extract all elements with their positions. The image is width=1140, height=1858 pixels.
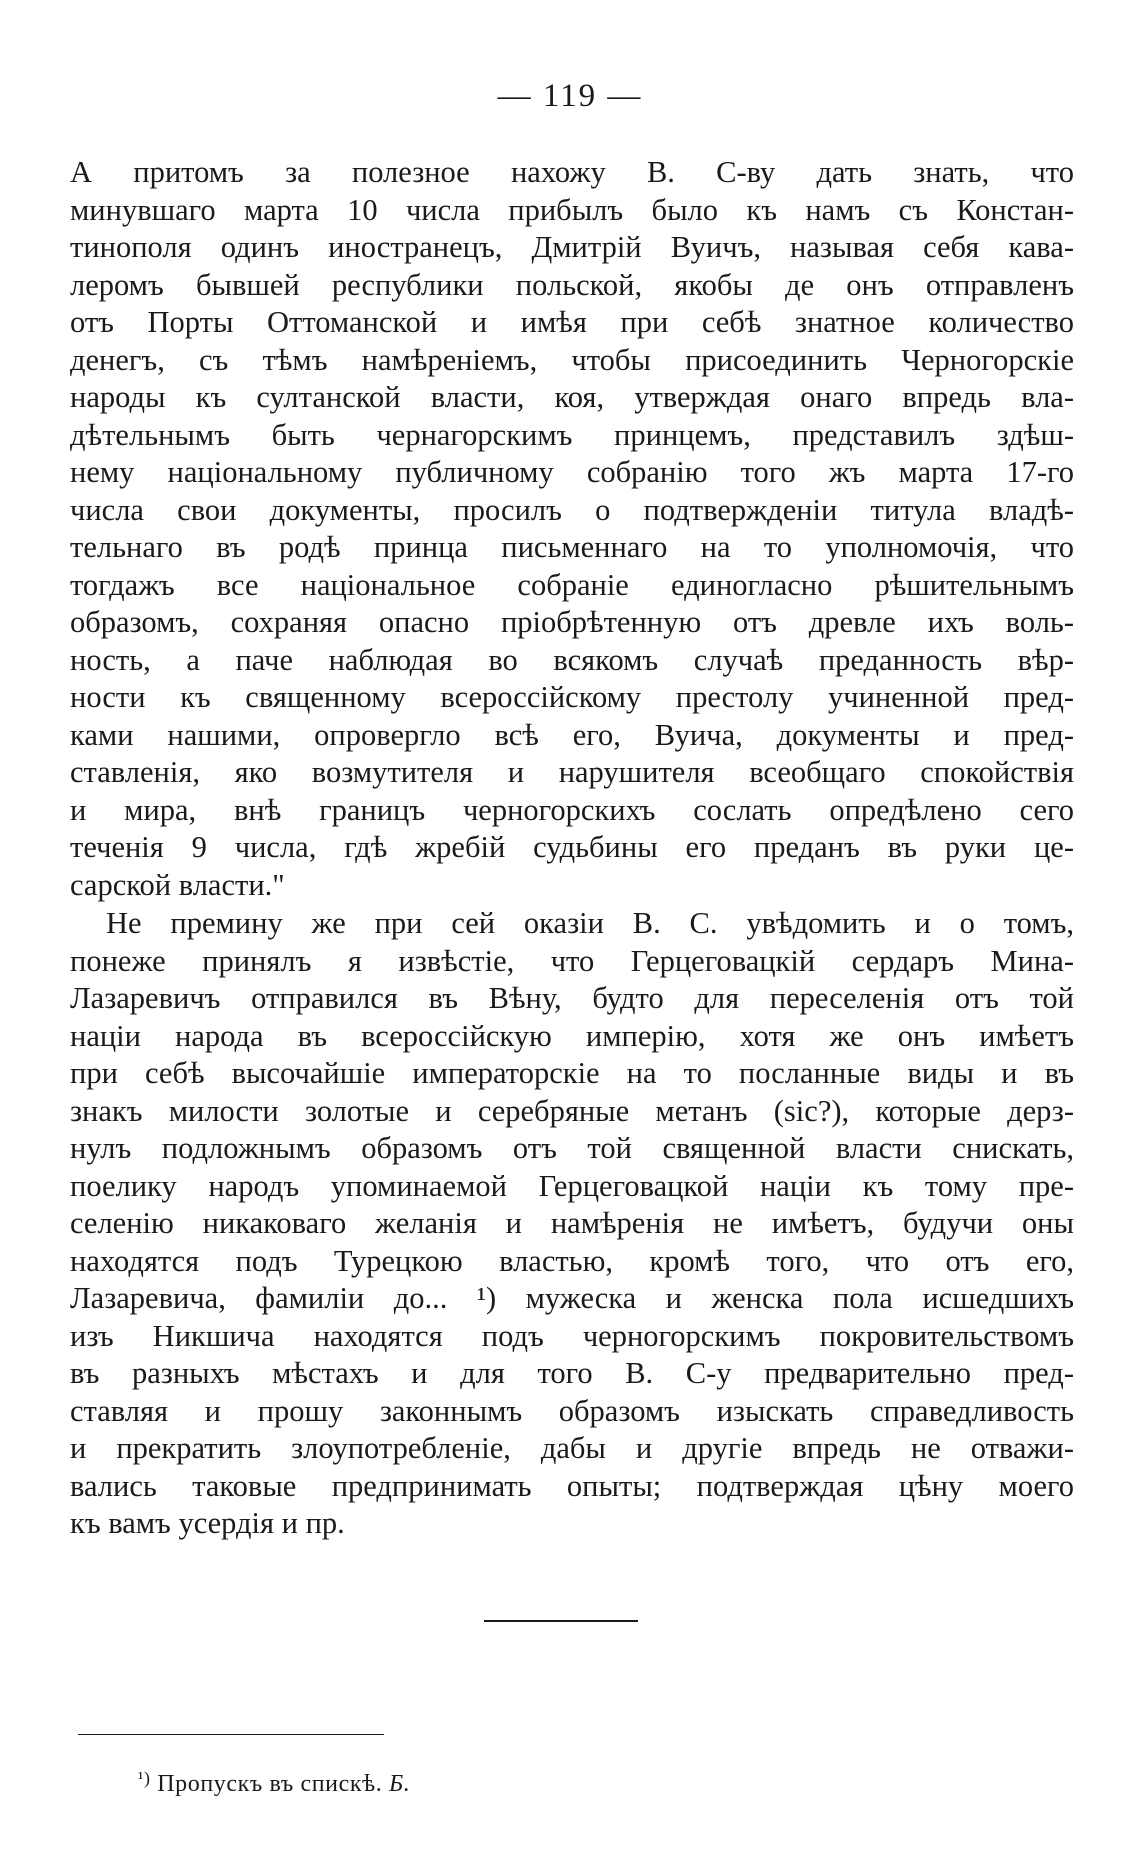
text-line: денегъ, съ тѣмъ намѣреніемъ, чтобы присоединить Черногорскіе: [70, 342, 1074, 377]
footnote: [138, 1768, 410, 1798]
text-line: леромъ бывшей республики польской, якобы де онъ отправленъ: [70, 267, 1074, 302]
footnote-text: Пропускъ въ спискѣ.: [157, 1771, 383, 1797]
text-line: тогдажъ все національное собраніе единогласно рѣшительнымъ: [70, 567, 1074, 602]
paragraph-2: [70, 905, 1074, 1543]
text-line: и мира, внѣ границъ черногорскихъ сослать опредѣлено сего: [70, 792, 1074, 827]
text-line: А притомъ за полезное нахожу В. С-ву дать знать, что: [70, 155, 1074, 189]
text-line: сарской власти.": [70, 867, 285, 902]
text-line: ставленія, яко возмутителя и нарушителя всеобщаго спокойствія: [70, 755, 1074, 789]
text-line: при себѣ высочайшіе императорскіе на то посланные виды и въ: [70, 1056, 1074, 1090]
text-line: нулъ подложнымъ образомъ отъ той священной власти снискать,: [70, 1131, 1074, 1165]
footnote-mark: ¹): [138, 1768, 151, 1788]
text-line: Не премину же при сей оказіи В. С. увѣдомить и о томъ,: [106, 906, 1074, 940]
text-line: нему національному публичному собранію того жъ марта 17-го: [70, 455, 1074, 489]
text-line: вались таковые предпринимать опыты; подтверждая цѣну моего: [70, 1468, 1074, 1503]
text-line: понеже принялъ я извѣстіе, что Герцеговацкій сердаръ Мина-: [70, 943, 1074, 978]
text-line: минувшаго марта 10 числа прибылъ было къ намъ съ Констан-: [70, 192, 1074, 227]
text-line: находятся подъ Турецкою властью, кромѣ того, что отъ его,: [70, 1243, 1074, 1278]
text-line: ками нашими, опровергло всѣ его, Вуича, документы и пред-: [70, 717, 1074, 752]
footnote-divider: [78, 1734, 384, 1735]
text-line: Лазаревичъ отправился въ Вѣну, будто для переселенія отъ той: [70, 981, 1074, 1015]
text-line: въ разныхъ мѣстахъ и для того В. С-у предварительно пред-: [70, 1356, 1074, 1390]
text-line: селенію никаковаго желанія и намѣренія не имѣетъ, будучи оны: [70, 1206, 1074, 1240]
text-line: и прекратить злоупотребленіе, дабы и другіе впредь не отважи-: [70, 1431, 1074, 1465]
text-line: ставляя и прошу законнымъ образомъ изыскать справедливость: [70, 1393, 1074, 1428]
text-line: образомъ, сохраняя опасно пріобрѣтенную отъ древле ихъ воль-: [70, 605, 1074, 639]
section-divider: [484, 1620, 638, 1622]
text-line: поелику народъ упоминаемой Герцеговацкой націи къ тому пре-: [70, 1168, 1074, 1203]
text-line: націи народа въ всероссійскую имперію, хотя же онъ имѣетъ: [70, 1018, 1074, 1053]
text-line: тинополя одинъ иностранецъ, Дмитрій Вуичъ, называя себя кава-: [70, 230, 1074, 264]
text-line: ности къ священному всероссійскому престолу учиненной пред-: [70, 680, 1074, 714]
text-line: числа свои документы, просилъ о подтвержденіи титула владѣ-: [70, 492, 1074, 527]
text-line: отъ Порты Оттоманской и имѣя при себѣ знатное количество: [70, 305, 1074, 339]
text-line: ность, а паче наблюдая во всякомъ случаѣ преданность вѣр-: [70, 642, 1074, 677]
text-line: знакъ милости золотые и серебряные метанъ (sic?), которые дерз-: [70, 1093, 1074, 1128]
text-line: къ вамъ усердія и пр.: [70, 1506, 345, 1540]
text-line: народы къ султанской власти, коя, утверждая онаго впредь вла-: [70, 380, 1074, 414]
text-line: теченія 9 числа, гдѣ жребій судьбины его преданъ въ руки це-: [70, 830, 1074, 864]
page-number: — 119 —: [497, 78, 643, 114]
text-line: тельнаго въ родѣ принца письменнаго на то уполномочія, что: [70, 530, 1074, 564]
footnote-signature: Б.: [388, 1771, 411, 1797]
text-line: Лазаревича, фамиліи до... ¹) мужеска и женска пола исшедшихъ: [70, 1281, 1074, 1315]
paragraph-1: [70, 154, 1074, 904]
text-line: изъ Никшича находятся подъ черногорскимъ покровительствомъ: [70, 1318, 1074, 1353]
text-line: дѣтельнымъ быть чернагорскимъ принцемъ, представилъ здѣш-: [70, 417, 1074, 452]
